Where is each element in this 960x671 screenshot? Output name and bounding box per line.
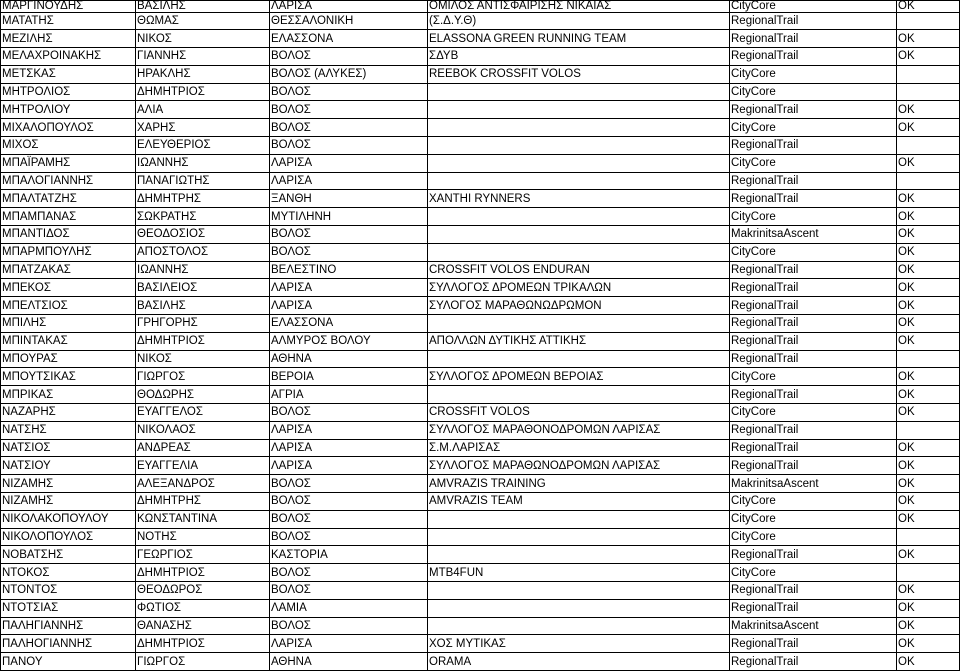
first-name-cell[interactable]: ΒΑΣΙΛΕΙΟΣ [136, 279, 270, 297]
surname-cell[interactable]: ΝΙΚΟΛΟΠΟΥΛΟΣ [1, 528, 136, 546]
first-name-cell[interactable]: ΘΑΝΑΣΗΣ [136, 617, 270, 635]
table-row [1, 582, 960, 600]
status-cell[interactable]: OK [897, 119, 960, 137]
status-cell[interactable]: OK [897, 617, 960, 635]
surname-cell[interactable]: ΜΑΤΑΤΗΣ [1, 12, 136, 30]
race-cell[interactable]: RegionalTrail [730, 101, 897, 119]
surname-cell[interactable]: ΝΟΒΑΤΣΗΣ [1, 546, 136, 564]
status-cell[interactable] [897, 83, 960, 101]
status-cell[interactable]: OK [897, 190, 960, 208]
race-cell[interactable]: CityCore [730, 119, 897, 137]
city-cell[interactable]: ΛΑΡΙΣΑ [270, 297, 428, 315]
table-row [1, 48, 960, 66]
club-cell[interactable] [428, 101, 730, 119]
surname-cell[interactable]: ΜΠΡΙΚΑΣ [1, 386, 136, 404]
status-cell[interactable]: OK [897, 261, 960, 279]
table-row [1, 368, 960, 386]
club-cell[interactable]: ΣΥΛΛΟΓΟΣ ΜΑΡΑΘΩΝΟΔΡΟΜΩΝ ΛΑΡΙΣΑΣ [428, 457, 730, 475]
city-cell[interactable]: ΒΟΛΟΣ [270, 582, 428, 600]
first-name-cell[interactable]: ΑΛΙΑ [136, 101, 270, 119]
first-name-cell[interactable]: ΠΑΝΑΓΙΩΤΗΣ [136, 172, 270, 190]
surname-cell[interactable]: ΝΙΚΟΛΑΚΟΠΟΥΛΟΥ [1, 510, 136, 528]
table-row [1, 493, 960, 511]
status-cell[interactable]: OK [897, 510, 960, 528]
surname-cell[interactable]: ΜΙΧΑΛΟΠΟΥΛΟΣ [1, 119, 136, 137]
table-row [1, 243, 960, 261]
city-cell[interactable]: ΑΛΜΥΡΟΣ ΒΟΛΟΥ [270, 332, 428, 350]
status-cell[interactable]: OK [897, 101, 960, 119]
table-row [1, 65, 960, 83]
status-cell[interactable]: OK [897, 154, 960, 172]
table-row [1, 1, 960, 13]
city-cell[interactable]: ΒΟΛΟΣ [270, 137, 428, 155]
club-cell[interactable]: (Σ.Δ.Υ.Θ) [428, 12, 730, 30]
table-row [1, 439, 960, 457]
race-cell[interactable]: CityCore [730, 368, 897, 386]
table-row [1, 386, 960, 404]
surname-cell[interactable]: ΠΑΛΗΓΙΑΝΝΗΣ [1, 617, 136, 635]
city-cell[interactable]: ΒΟΛΟΣ [270, 48, 428, 66]
club-cell[interactable]: CROSSFIT VOLOS ENDURAN [428, 261, 730, 279]
city-cell[interactable]: ΒΟΛΟΣ [270, 564, 428, 582]
club-cell[interactable] [428, 599, 730, 617]
first-name-cell[interactable]: ΕΛΕΥΘΕΡΙΟΣ [136, 137, 270, 155]
first-name-cell[interactable]: ΙΩΑΝΝΗΣ [136, 154, 270, 172]
club-cell[interactable]: ΣΥΛΟΓΟΣ ΜΑΡΑΘΩΝΩΔΡΩΜΟΝ [428, 297, 730, 315]
city-cell[interactable]: ΒΟΛΟΣ [270, 510, 428, 528]
race-cell[interactable]: CityCore [730, 564, 897, 582]
city-cell[interactable]: ΛΑΡΙΣΑ [270, 279, 428, 297]
first-name-cell[interactable]: ΑΝΔΡΕΑΣ [136, 439, 270, 457]
race-cell[interactable]: CityCore [730, 510, 897, 528]
status-cell[interactable]: OK [897, 48, 960, 66]
city-cell[interactable]: ΕΛΑΣΣΟΝΑ [270, 30, 428, 48]
club-cell[interactable] [428, 510, 730, 528]
surname-cell[interactable]: ΜΕΛΑΧΡΟΙΝΑΚΗΣ [1, 48, 136, 66]
city-cell[interactable]: ΒΟΛΟΣ [270, 404, 428, 422]
club-cell[interactable]: ORAMA [428, 653, 730, 671]
city-cell[interactable]: ΑΘΗΝΑ [270, 653, 428, 671]
city-cell[interactable]: ΒΟΛΟΣ (ΑΛΥΚΕΣ) [270, 65, 428, 83]
first-name-cell[interactable]: ΔΗΜΗΤΡΙΟΣ [136, 332, 270, 350]
table-row [1, 172, 960, 190]
first-name-cell[interactable]: ΕΥΑΓΓΕΛΟΣ [136, 404, 270, 422]
race-cell[interactable]: RegionalTrail [730, 172, 897, 190]
city-cell[interactable]: ΞΑΝΘΗ [270, 190, 428, 208]
first-name-cell[interactable]: ΑΛΕΞΑΝΔΡΟΣ [136, 475, 270, 493]
club-cell[interactable]: REEBOK CROSSFIT VOLOS [428, 65, 730, 83]
surname-cell[interactable]: ΝΤΟΚΟΣ [1, 564, 136, 582]
race-cell[interactable]: RegionalTrail [730, 12, 897, 30]
status-cell[interactable]: OK [897, 439, 960, 457]
surname-cell[interactable]: ΜΠΑΝΤΙΔΟΣ [1, 226, 136, 244]
city-cell[interactable]: ΒΟΛΟΣ [270, 528, 428, 546]
surname-cell[interactable]: ΜΠΕΛΤΣΙΟΣ [1, 297, 136, 315]
city-cell[interactable]: ΛΑΜΙΑ [270, 599, 428, 617]
city-cell[interactable]: ΒΕΛΕΣΤΙΝΟ [270, 261, 428, 279]
race-cell[interactable]: RegionalTrail [730, 421, 897, 439]
participants-table-body [1, 1, 960, 671]
table-row [1, 350, 960, 368]
club-cell[interactable] [428, 243, 730, 261]
first-name-cell[interactable]: ΙΩΑΝΝΗΣ [136, 261, 270, 279]
first-name-cell[interactable]: ΧΑΡΗΣ [136, 119, 270, 137]
table-row [1, 599, 960, 617]
table-row [1, 137, 960, 155]
surname-cell[interactable]: ΝΑΤΣΗΣ [1, 421, 136, 439]
club-cell[interactable]: XANTHI RYNNERS [428, 190, 730, 208]
race-cell[interactable]: RegionalTrail [730, 635, 897, 653]
club-cell[interactable] [428, 528, 730, 546]
table-row [1, 279, 960, 297]
surname-cell[interactable]: ΝΙΖΑΜΗΣ [1, 493, 136, 511]
city-cell[interactable]: ΒΟΛΟΣ [270, 101, 428, 119]
status-cell[interactable]: OK [897, 1, 960, 13]
race-cell[interactable]: RegionalTrail [730, 261, 897, 279]
race-cell[interactable]: CityCore [730, 65, 897, 83]
race-cell[interactable]: RegionalTrail [730, 599, 897, 617]
table-row [1, 653, 960, 671]
race-cell[interactable]: RegionalTrail [730, 48, 897, 66]
first-name-cell[interactable]: ΕΥΑΓΓΕΛΙΑ [136, 457, 270, 475]
status-cell[interactable] [897, 137, 960, 155]
status-cell[interactable]: OK [897, 653, 960, 671]
race-cell[interactable]: RegionalTrail [730, 297, 897, 315]
race-cell[interactable]: RegionalTrail [730, 439, 897, 457]
first-name-cell[interactable]: ΘΕΟΔΩΡΟΣ [136, 582, 270, 600]
race-cell[interactable]: RegionalTrail [730, 30, 897, 48]
table-row [1, 154, 960, 172]
club-cell[interactable]: AMVRAZIS TRAINING [428, 475, 730, 493]
status-cell[interactable]: OK [897, 582, 960, 600]
table-row [1, 226, 960, 244]
surname-cell[interactable]: ΝΑΖΑΡΗΣ [1, 404, 136, 422]
club-cell[interactable] [428, 172, 730, 190]
status-cell[interactable] [897, 528, 960, 546]
table-row [1, 190, 960, 208]
table-row [1, 297, 960, 315]
first-name-cell[interactable]: ΝΙΚΟΣ [136, 350, 270, 368]
city-cell[interactable]: ΒΟΛΟΣ [270, 83, 428, 101]
table-row [1, 528, 960, 546]
club-cell[interactable]: CROSSFIT VOLOS [428, 404, 730, 422]
club-cell[interactable]: ΣΥΛΛΟΓΟΣ ΜΑΡΑΘΟΝΟΔΡΟΜΩΝ ΛΑΡΙΣΑΣ [428, 421, 730, 439]
table-row [1, 101, 960, 119]
table-row [1, 12, 960, 30]
race-cell[interactable]: RegionalTrail [730, 137, 897, 155]
surname-cell[interactable]: ΜΠΑΛΤΑΤΖΗΣ [1, 190, 136, 208]
table-row [1, 208, 960, 226]
first-name-cell[interactable]: ΔΗΜΗΤΡΗΣ [136, 190, 270, 208]
surname-cell[interactable]: ΜΠΑΤΖΑΚΑΣ [1, 261, 136, 279]
surname-cell[interactable]: ΜΑΡΓΙΝΟΥΔΗΣ [1, 1, 136, 13]
club-cell[interactable] [428, 154, 730, 172]
status-cell[interactable]: OK [897, 386, 960, 404]
first-name-cell[interactable]: ΔΗΜΗΤΡΙΟΣ [136, 83, 270, 101]
city-cell[interactable]: ΒΟΛΟΣ [270, 243, 428, 261]
surname-cell[interactable]: ΜΕΤΣΚΑΣ [1, 65, 136, 83]
race-cell[interactable]: CityCore [730, 243, 897, 261]
status-cell[interactable] [897, 65, 960, 83]
status-cell[interactable]: OK [897, 635, 960, 653]
first-name-cell[interactable]: ΝΙΚΟΣ [136, 30, 270, 48]
club-cell[interactable] [428, 119, 730, 137]
first-name-cell[interactable]: ΦΩΤΙΟΣ [136, 599, 270, 617]
race-cell[interactable]: RegionalTrail [730, 653, 897, 671]
table-row [1, 635, 960, 653]
status-cell[interactable]: OK [897, 279, 960, 297]
surname-cell[interactable]: ΠΑΝΟΥ [1, 653, 136, 671]
city-cell[interactable]: ΛΑΡΙΣΑ [270, 635, 428, 653]
race-cell[interactable]: RegionalTrail [730, 190, 897, 208]
surname-cell[interactable]: ΠΑΛΗΟΓΙΑΝΝΗΣ [1, 635, 136, 653]
table-row [1, 119, 960, 137]
club-cell[interactable] [428, 350, 730, 368]
club-cell[interactable]: ΑΠΟΛΛΩΝ ΔΥΤΙΚΗΣ ΑΤΤΙΚΗΣ [428, 332, 730, 350]
city-cell[interactable]: ΚΑΣΤΟΡΙΑ [270, 546, 428, 564]
club-cell[interactable]: ΣΥΛΛΟΓΟΣ ΔΡΟΜΕΩΝ ΒΕΡΟΙΑΣ [428, 368, 730, 386]
surname-cell[interactable]: ΜΗΤΡΟΛΙΟΥ [1, 101, 136, 119]
city-cell[interactable]: ΛΑΡΙΣΑ [270, 1, 428, 13]
first-name-cell[interactable]: ΚΩΝΣΤΑΝΤΙΝΑ [136, 510, 270, 528]
surname-cell[interactable]: ΜΙΧΟΣ [1, 137, 136, 155]
club-cell[interactable]: ΣΥΛΛΟΓΟΣ ΔΡΟΜΕΩΝ ΤΡΙΚΑΛΩΝ [428, 279, 730, 297]
race-cell[interactable]: RegionalTrail [730, 332, 897, 350]
surname-cell[interactable]: ΝΑΤΣΙΟΥ [1, 457, 136, 475]
club-cell[interactable]: AMVRAZIS TEAM [428, 493, 730, 511]
city-cell[interactable]: ΑΓΡΙΑ [270, 386, 428, 404]
first-name-cell[interactable]: ΝΟΤΗΣ [136, 528, 270, 546]
status-cell[interactable]: OK [897, 226, 960, 244]
first-name-cell[interactable]: ΔΗΜΗΤΡΙΟΣ [136, 635, 270, 653]
table-row [1, 546, 960, 564]
city-cell[interactable]: ΕΛΑΣΣΟΝΑ [270, 315, 428, 333]
city-cell[interactable]: ΘΕΣΣΑΛΟΝΙΚΗ [270, 12, 428, 30]
club-cell[interactable]: ΣΔΥΒ [428, 48, 730, 66]
race-cell[interactable]: MakrinitsaAscent [730, 226, 897, 244]
club-cell[interactable] [428, 546, 730, 564]
table-row [1, 315, 960, 333]
first-name-cell[interactable]: ΔΗΜΗΤΡΙΟΣ [136, 564, 270, 582]
table-row [1, 564, 960, 582]
table-row [1, 404, 960, 422]
club-cell[interactable]: MTB4FUN [428, 564, 730, 582]
first-name-cell[interactable]: ΔΗΜΗΤΡΗΣ [136, 493, 270, 511]
status-cell[interactable] [897, 12, 960, 30]
status-cell[interactable]: OK [897, 297, 960, 315]
race-cell[interactable]: CityCore [730, 208, 897, 226]
status-cell[interactable]: OK [897, 475, 960, 493]
first-name-cell[interactable]: ΗΡΑΚΛΗΣ [136, 65, 270, 83]
city-cell[interactable]: ΒΕΡΟΙΑ [270, 368, 428, 386]
status-cell[interactable]: OK [897, 546, 960, 564]
race-cell[interactable]: RegionalTrail [730, 315, 897, 333]
club-cell[interactable] [428, 83, 730, 101]
race-cell[interactable]: RegionalTrail [730, 457, 897, 475]
status-cell[interactable]: OK [897, 457, 960, 475]
race-cell[interactable]: RegionalTrail [730, 386, 897, 404]
surname-cell[interactable]: ΝΤΟΝΤΟΣ [1, 582, 136, 600]
club-cell[interactable] [428, 315, 730, 333]
status-cell[interactable] [897, 421, 960, 439]
city-cell[interactable]: ΛΑΡΙΣΑ [270, 172, 428, 190]
city-cell[interactable]: ΒΟΛΟΣ [270, 119, 428, 137]
table-row [1, 332, 960, 350]
race-cell[interactable]: CityCore [730, 404, 897, 422]
club-cell[interactable] [428, 137, 730, 155]
first-name-cell[interactable]: ΓΕΩΡΓΙΟΣ [136, 546, 270, 564]
race-cell[interactable]: MakrinitsaAscent [730, 617, 897, 635]
club-cell[interactable] [428, 208, 730, 226]
surname-cell[interactable]: ΜΠΙΝΤΑΚΑΣ [1, 332, 136, 350]
club-cell[interactable] [428, 582, 730, 600]
first-name-cell[interactable]: ΘΟΔΩΡΗΣ [136, 386, 270, 404]
city-cell[interactable]: ΜΥΤΙΛΗΝΗ [270, 208, 428, 226]
surname-cell[interactable]: ΜΠΟΥΡΑΣ [1, 350, 136, 368]
first-name-cell[interactable]: ΝΙΚΟΛΑΟΣ [136, 421, 270, 439]
race-cell[interactable]: CityCore [730, 154, 897, 172]
first-name-cell[interactable]: ΑΠΟΣΤΟΛΟΣ [136, 243, 270, 261]
race-cell[interactable]: CityCore [730, 528, 897, 546]
table-row [1, 510, 960, 528]
surname-cell[interactable]: ΜΠΙΛΗΣ [1, 315, 136, 333]
status-cell[interactable] [897, 564, 960, 582]
first-name-cell[interactable]: ΒΑΣΙΛΗΣ [136, 297, 270, 315]
city-cell[interactable]: ΒΟΛΟΣ [270, 493, 428, 511]
status-cell[interactable]: OK [897, 404, 960, 422]
status-cell[interactable]: OK [897, 493, 960, 511]
surname-cell[interactable]: ΜΠΟΥΤΣΙΚΑΣ [1, 368, 136, 386]
club-cell[interactable]: ELASSONA GREEN RUNNING TEAM [428, 30, 730, 48]
status-cell[interactable]: OK [897, 599, 960, 617]
surname-cell[interactable]: ΝΤΟΤΣΙΑΣ [1, 599, 136, 617]
table-row [1, 421, 960, 439]
city-cell[interactable]: ΒΟΛΟΣ [270, 475, 428, 493]
surname-cell[interactable]: ΜΕΖΙΛΗΣ [1, 30, 136, 48]
first-name-cell[interactable]: ΘΩΜΑΣ [136, 12, 270, 30]
race-cell[interactable]: RegionalTrail [730, 546, 897, 564]
table-row [1, 30, 960, 48]
surname-cell[interactable]: ΜΠΑΡΜΠΟΥΛΗΣ [1, 243, 136, 261]
table-row [1, 457, 960, 475]
race-cell[interactable]: CityCore [730, 83, 897, 101]
surname-cell[interactable]: ΜΠΕΚΟΣ [1, 279, 136, 297]
race-cell[interactable]: CityCore [730, 493, 897, 511]
club-cell[interactable]: Σ.Μ.ΛΑΡΙΣΑΣ [428, 439, 730, 457]
first-name-cell[interactable]: ΓΡΗΓΟΡΗΣ [136, 315, 270, 333]
first-name-cell[interactable]: ΓΙΩΡΓΟΣ [136, 368, 270, 386]
surname-cell[interactable]: ΜΗΤΡΟΛΙΟΣ [1, 83, 136, 101]
table-row [1, 261, 960, 279]
city-cell[interactable]: ΒΟΛΟΣ [270, 617, 428, 635]
city-cell[interactable]: ΛΑΡΙΣΑ [270, 439, 428, 457]
status-cell[interactable] [897, 172, 960, 190]
club-cell[interactable] [428, 386, 730, 404]
first-name-cell[interactable]: ΘΕΟΔΟΣΙΟΣ [136, 226, 270, 244]
club-cell[interactable] [428, 226, 730, 244]
race-cell[interactable]: RegionalTrail [730, 279, 897, 297]
race-cell[interactable]: RegionalTrail [730, 582, 897, 600]
surname-cell[interactable]: ΝΑΤΣΙΟΣ [1, 439, 136, 457]
city-cell[interactable]: ΛΑΡΙΣΑ [270, 421, 428, 439]
status-cell[interactable]: OK [897, 30, 960, 48]
status-cell[interactable]: OK [897, 208, 960, 226]
city-cell[interactable]: ΛΑΡΙΣΑ [270, 457, 428, 475]
city-cell[interactable]: ΛΑΡΙΣΑ [270, 154, 428, 172]
surname-cell[interactable]: ΜΠΑΪΡΑΜΗΣ [1, 154, 136, 172]
first-name-cell[interactable]: ΓΙΩΡΓΟΣ [136, 653, 270, 671]
status-cell[interactable]: OK [897, 332, 960, 350]
race-cell[interactable]: RegionalTrail [730, 350, 897, 368]
table-row [1, 475, 960, 493]
first-name-cell[interactable]: ΒΑΣΙΛΗΣ [136, 1, 270, 13]
city-cell[interactable]: ΑΘΗΝΑ [270, 350, 428, 368]
race-cell[interactable]: CityCore [730, 1, 897, 13]
club-cell[interactable]: ΟΜΙΛΟΣ ΑΝΤΙΣΦΑΙΡΙΣΗΣ ΝΙΚΑΙΑΣ [428, 1, 730, 13]
city-cell[interactable]: ΒΟΛΟΣ [270, 226, 428, 244]
surname-cell[interactable]: ΜΠΑΜΠΑΝΑΣ [1, 208, 136, 226]
first-name-cell[interactable]: ΣΩΚΡΑΤΗΣ [136, 208, 270, 226]
surname-cell[interactable]: ΜΠΑΛΟΓΙΑΝΝΗΣ [1, 172, 136, 190]
club-cell[interactable]: ΧΟΣ ΜΥΤΙΚΑΣ [428, 635, 730, 653]
status-cell[interactable]: OK [897, 315, 960, 333]
first-name-cell[interactable]: ΓΙΑΝΝΗΣ [136, 48, 270, 66]
table-row [1, 83, 960, 101]
status-cell[interactable]: OK [897, 368, 960, 386]
status-cell[interactable]: OK [897, 243, 960, 261]
surname-cell[interactable]: ΝΙΖΑΜΗΣ [1, 475, 136, 493]
race-cell[interactable]: MakrinitsaAscent [730, 475, 897, 493]
status-cell[interactable] [897, 350, 960, 368]
